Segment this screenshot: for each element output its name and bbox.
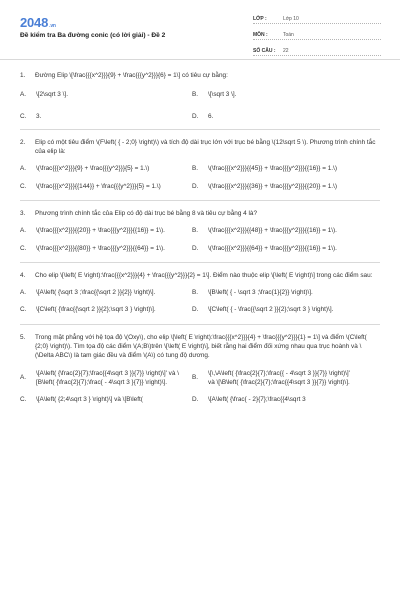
option-letter: A. <box>20 374 27 382</box>
question-text: Elip có một tiêu điểm \(F\left( { - 2;0} \right)\) và tích độ dài trục lớn với trục bé bằng \(12\sqrt 5 \). Phương trình chính tắc của elip là: <box>35 138 376 156</box>
option-d[interactable] <box>192 182 364 191</box>
question-number: 4. <box>20 271 26 279</box>
info-row-class <box>253 13 381 24</box>
option-b[interactable] <box>192 369 364 388</box>
option-b[interactable] <box>192 226 364 235</box>
option-c[interactable] <box>20 244 192 253</box>
option-letter: D. <box>192 182 199 190</box>
option-c[interactable] <box>20 182 192 191</box>
option-b[interactable] <box>192 90 364 99</box>
option-text: 3. <box>36 112 42 120</box>
info-value: 22 <box>283 47 289 54</box>
option-text: \[A\left( {\sqrt 3 ;\frac{{\sqrt 2 }}{2}} \right)\]. <box>36 289 156 297</box>
option-letter: C. <box>20 182 27 190</box>
info-value: Toán <box>283 31 294 38</box>
option-letter: D. <box>192 244 199 252</box>
option-text: \(\frac{{{x^2}}}{{20}} + \frac{{{y^2}}}{{16}} = 1\). <box>36 227 165 235</box>
question-number: 3. <box>20 209 26 217</box>
option-c[interactable] <box>20 395 192 404</box>
info-row-question-count <box>253 45 381 56</box>
question-number: 5. <box>20 333 26 341</box>
option-letter: B. <box>192 227 199 235</box>
question-text: Đường Elip \[\frac{{{x^2}}}{9} + \frac{{{y^2}}}{6} = 1\] có tiêu cự bằng: <box>35 72 228 79</box>
logo-domain: .vn <box>49 23 56 29</box>
option-letter: A. <box>20 289 27 297</box>
exam-title: Đề kiểm tra Ba đường conic (có lời giải) - Đề 2 <box>20 32 166 39</box>
option-a[interactable] <box>20 90 192 99</box>
question-text: Cho elip \[\left( E \right):\frac{{{x^2}}}{4} + \frac{{{y^2}}}{2} = 1\]. Điểm nào thuộc elip \[\left( E \right)\] trong các điểm sau: <box>35 271 373 279</box>
option-b[interactable] <box>192 288 364 297</box>
option-a[interactable] <box>20 226 192 235</box>
info-label: SỐ CÂU : <box>253 47 276 54</box>
option-letter: D. <box>192 396 199 404</box>
option-letter: A. <box>20 165 27 173</box>
option-c[interactable] <box>20 112 192 121</box>
option-text: \(\frac{{{x^2}}}{{45}} + \frac{{{y^2}}}{{16}} = 1.\) <box>208 165 337 173</box>
option-d[interactable] <box>192 244 364 253</box>
info-label: MÔN : <box>253 31 268 38</box>
option-letter: A. <box>20 91 27 99</box>
option-letter: B. <box>192 374 199 382</box>
option-a[interactable] <box>20 164 192 173</box>
question-text: Trong mặt phẳng với hệ tọa độ \(Oxy\), cho elip \[\left( E \right):\frac{{{x^2}}}{4} + \frac{{{y^2}}}{1} = 1\] và điểm \(C\left( {2;0} \right)\). Tìm tọa độ các điểm \(A;B\)trên \[\left( E \right)\], biết rằng hai điểm đối xứng nhau qua trục hoành và \(\Delta ABC\) là tam giác đều và điểm \(A\) có tung độ dương. <box>35 333 367 360</box>
option-d[interactable] <box>192 395 364 404</box>
option-letter: A. <box>20 227 27 235</box>
option-letter: B. <box>192 289 199 297</box>
option-text: \[\sqrt 3 \]. <box>208 91 237 99</box>
option-text: \(\frac{{{x^2}}}{{64}} + \frac{{{y^2}}}{{16}} = 1\). <box>208 244 337 252</box>
question-3 <box>20 201 380 263</box>
option-text: \[2\sqrt 3 \]. <box>36 91 68 99</box>
option-b[interactable] <box>192 164 364 173</box>
info-row-subject <box>253 29 381 40</box>
option-text: \[A\left( {\frac{ - 2}{7};\frac{{4\sqrt 3 <box>208 396 306 404</box>
option-text: 6. <box>208 112 214 120</box>
question-text: Phương trình chính tắc của Elip có độ dài trục bé bằng 8 và tiêu cự bằng 4 là? <box>35 209 258 217</box>
option-text: \[B\left( { - \sqrt 3 ;\frac{1}{2}} \right)\]. <box>208 289 313 297</box>
option-text: \[A\left( {\frac{2}{7};\frac{{4\sqrt 3 }}{7}} \right)\]' và \[B\left( {\frac{2}{7};\frac{ - 4\sqrt 3 }{7}} \right)\]. <box>36 369 179 386</box>
option-text: \[C\left( {\frac{{\sqrt 2 }}{2};\sqrt 3 } \right)\]. <box>36 306 156 314</box>
option-text: \(\frac{{{x^2}}}{{144}} + \frac{{{y^2}}}{5} = 1.\) <box>36 182 161 190</box>
info-label: LỚP : <box>253 15 267 22</box>
option-text: \[C\left( { - \frac{{\sqrt 2 }}{2};\sqrt 3 } \right)\]. <box>208 306 334 314</box>
option-text: \(\frac{{{x^2}}}{{48}} + \frac{{{y^2}}}{{16}} = 1\). <box>208 227 337 235</box>
page-header <box>0 0 400 60</box>
info-value: Lớp 10 <box>283 15 299 22</box>
option-a[interactable] <box>20 288 192 297</box>
option-letter: D. <box>192 112 199 120</box>
option-text: \(\frac{{{x^2}}}{{80}} + \frac{{{y^2}}}{{64}} = 1\). <box>36 244 165 252</box>
option-a[interactable] <box>20 369 192 388</box>
option-letter: B. <box>192 91 199 99</box>
option-d[interactable] <box>192 112 364 121</box>
question-1 <box>20 60 380 130</box>
question-2 <box>20 130 380 201</box>
option-letter: C. <box>20 112 27 120</box>
option-letter: D. <box>192 306 199 314</box>
question-list <box>0 60 400 413</box>
exam-info-box <box>253 13 381 61</box>
option-letter: C. <box>20 306 27 314</box>
option-text: \[\,\A\left( {\frac{2}{7};\frac{{ - 4\sqrt 3 }}{7}} \right)\]' và \[\B\left( {\frac{2}{7};\frac{{4\sqrt 3 }}{7}} \right)\]. <box>208 369 350 386</box>
option-text: \(\frac{{{x^2}}}{9} + \frac{{{y^2}}}{5} = 1.\) <box>36 165 150 173</box>
question-5 <box>20 325 380 414</box>
option-d[interactable] <box>192 305 364 314</box>
option-letter: C. <box>20 244 27 252</box>
option-c[interactable] <box>20 305 192 314</box>
option-letter: B. <box>192 165 199 173</box>
question-4 <box>20 263 380 325</box>
question-number: 1. <box>20 72 26 79</box>
logo-main: 2048 <box>20 15 49 30</box>
option-text: \(\frac{{{x^2}}}{{36}} + \frac{{{y^2}}}{{20}} = 1.\) <box>208 182 337 190</box>
option-letter: C. <box>20 396 27 404</box>
option-text: \[A\left( {2;4\sqrt 3 } \right)\] và \[B\left( <box>36 396 143 404</box>
question-number: 2. <box>20 138 26 146</box>
